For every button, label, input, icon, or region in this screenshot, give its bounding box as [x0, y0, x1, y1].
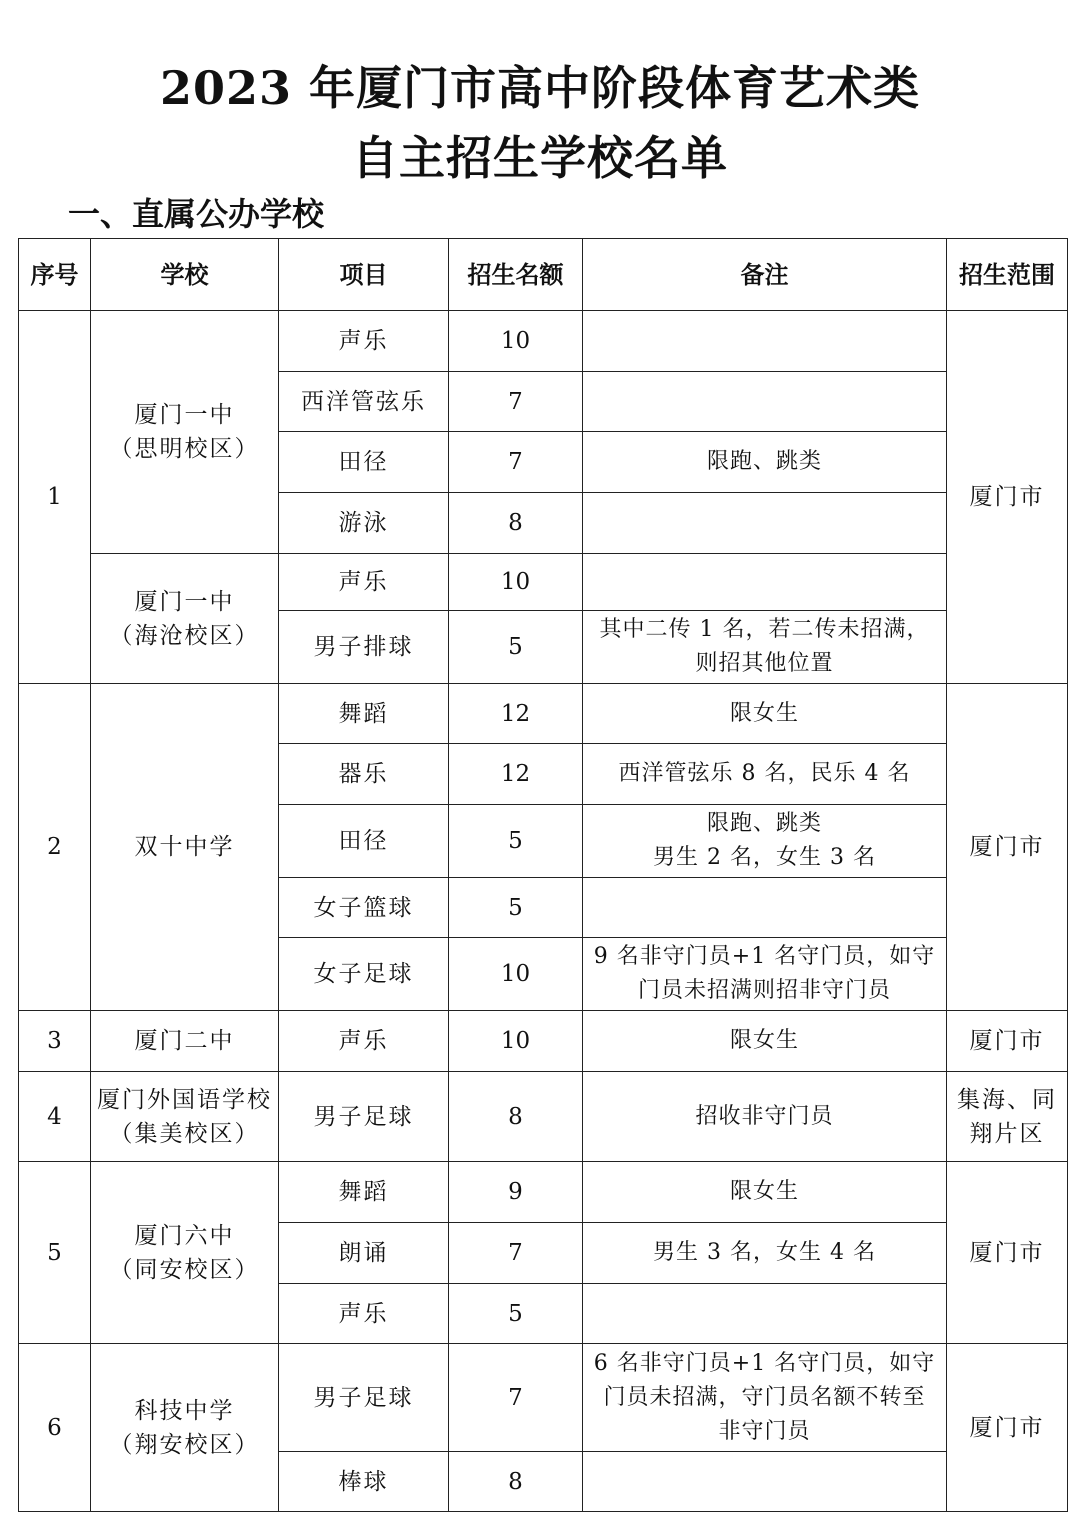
item-cell [279, 1284, 449, 1344]
item-cell-line: 男子排球 [313, 634, 414, 660]
item-cell [279, 1452, 449, 1512]
note-cell [583, 1162, 947, 1223]
note-cell-line: 限跑、跳类 [706, 811, 822, 836]
quota-cell-line: 12 [500, 700, 531, 727]
note-cell-line: 限女生 [729, 1179, 799, 1204]
school-list-table [18, 238, 1068, 1512]
table-row [19, 684, 1068, 744]
scope-cell-line: 厦门市 [969, 1028, 1045, 1054]
item-cell-line: 声乐 [338, 1300, 389, 1327]
table-row [19, 1072, 1068, 1162]
note-cell-line: 非守门员 [718, 1418, 811, 1444]
scope-cell-line: 厦门市 [969, 834, 1045, 860]
scope-cell-line: 厦门市 [969, 484, 1045, 510]
seq-cell [19, 1344, 91, 1512]
table-row [19, 554, 1068, 611]
scope-cell-line: 集海、同 [957, 1086, 1057, 1113]
note-cell [583, 432, 947, 493]
note-cell [583, 684, 947, 744]
item-cell-line: 声乐 [338, 328, 389, 354]
seq-cell-line: 2 [47, 834, 62, 860]
quota-cell-line: 10 [500, 1028, 531, 1054]
quota-cell-line: 10 [500, 961, 531, 987]
header-school: 学校 [91, 239, 279, 311]
document-title-line-1: 2023 年厦门市高中阶段体育艺术类 [159, 61, 921, 115]
scope-cell-line: 翔片区 [969, 1120, 1045, 1147]
table-row [19, 1162, 1068, 1223]
seq-cell-line: 4 [47, 1103, 62, 1130]
school-cell-line: 厦门六中 [134, 1222, 235, 1249]
note-cell-line: 其中二传 1 名，若二传未招满， [599, 617, 930, 642]
note-cell [583, 493, 947, 554]
quota-cell [449, 1223, 583, 1284]
quota-cell [449, 554, 583, 611]
school-cell-line: （同安校区） [109, 1256, 260, 1283]
section-title: 一、直属公办学校 [68, 195, 325, 233]
item-cell [279, 805, 449, 878]
item-cell [279, 554, 449, 611]
school-cell-line: （思明校区） [109, 436, 260, 462]
item-cell-line: 女子篮球 [313, 894, 414, 921]
note-cell-line: 限女生 [729, 1028, 799, 1053]
table-row [19, 1344, 1068, 1452]
school-cell [91, 311, 279, 554]
school-cell-line: （集美校区） [109, 1120, 260, 1147]
note-cell [583, 1452, 947, 1512]
note-cell [583, 744, 947, 805]
school-cell [91, 1011, 279, 1072]
item-cell-line: 棒球 [338, 1468, 389, 1495]
note-cell [583, 878, 947, 938]
header-item: 项目 [279, 239, 449, 311]
item-cell-line: 男子足球 [313, 1384, 414, 1411]
quota-cell [449, 1344, 583, 1452]
quota-cell [449, 878, 583, 938]
item-cell [279, 493, 449, 554]
note-cell [583, 554, 947, 611]
scope-cell [947, 311, 1068, 684]
quota-cell [449, 1011, 583, 1072]
school-cell [91, 554, 279, 684]
school-cell-line: 科技中学 [134, 1397, 235, 1424]
scope-cell [947, 1162, 1068, 1344]
quota-cell [449, 493, 583, 554]
note-cell [583, 1284, 947, 1344]
quota-cell-line: 5 [508, 894, 523, 921]
item-cell [279, 1223, 449, 1284]
seq-cell-line: 1 [47, 484, 62, 510]
item-cell [279, 1072, 449, 1162]
note-cell [583, 1223, 947, 1284]
quota-cell [449, 432, 583, 493]
note-cell-line: 则招其他位置 [695, 651, 834, 676]
item-cell [279, 311, 449, 372]
item-cell [279, 432, 449, 493]
quota-cell [449, 938, 583, 1011]
item-cell [279, 938, 449, 1011]
quota-cell-line: 7 [508, 1384, 523, 1411]
note-cell [583, 805, 947, 878]
quota-cell-line: 8 [508, 510, 523, 536]
scope-cell [947, 1011, 1068, 1072]
item-cell-line: 西洋管弦乐 [301, 388, 426, 415]
school-cell [91, 684, 279, 1011]
note-cell [583, 372, 947, 432]
scope-cell [947, 1344, 1068, 1512]
item-cell-line: 声乐 [338, 1028, 389, 1054]
item-cell-line: 游泳 [338, 510, 389, 536]
note-cell [583, 1072, 947, 1162]
school-cell-line: 厦门一中 [134, 402, 235, 428]
header-seq: 序号 [19, 239, 91, 311]
header-scope: 招生范围 [947, 239, 1068, 311]
note-cell-line: 门员未招满，守门员名额不转至 [603, 1384, 926, 1410]
quota-cell-line: 7 [508, 388, 523, 415]
seq-cell [19, 1072, 91, 1162]
seq-cell-line: 3 [47, 1028, 62, 1054]
header-quota: 招生名额 [449, 239, 583, 311]
note-cell-line: 门员未招满则招非守门员 [637, 978, 891, 1003]
note-cell-line: 限女生 [729, 700, 799, 726]
seq-cell [19, 1162, 91, 1344]
school-cell [91, 1344, 279, 1512]
scope-cell-line: 厦门市 [969, 1414, 1045, 1441]
note-cell [583, 1011, 947, 1072]
quota-cell [449, 1072, 583, 1162]
note-cell [583, 311, 947, 372]
school-cell-line: （海沧校区） [109, 622, 260, 649]
item-cell [279, 744, 449, 805]
quota-cell [449, 744, 583, 805]
quota-cell [449, 372, 583, 432]
quota-cell [449, 684, 583, 744]
scope-cell-line: 厦门市 [969, 1239, 1045, 1266]
item-cell [279, 1162, 449, 1223]
note-cell [583, 938, 947, 1011]
school-cell [91, 1162, 279, 1344]
school-cell-line: （翔安校区） [109, 1431, 260, 1458]
quota-cell-line: 5 [508, 1300, 523, 1327]
note-cell-line: 男生 2 名，女生 3 名 [653, 845, 876, 870]
quota-cell-line: 8 [508, 1103, 523, 1130]
quota-cell [449, 311, 583, 372]
item-cell-line: 田径 [338, 828, 389, 854]
seq-cell-line: 6 [47, 1414, 62, 1441]
item-cell-line: 器乐 [338, 761, 389, 787]
note-cell-line: 6 名非守门员+1 名守门员，如守 [593, 1350, 936, 1376]
school-cell-line: 厦门外国语学校 [97, 1086, 272, 1113]
item-cell [279, 1011, 449, 1072]
item-cell-line: 女子足球 [313, 961, 414, 987]
note-cell-line: 9 名非守门员+1 名守门员，如守 [593, 944, 936, 969]
note-cell-line: 西洋管弦乐 8 名，民乐 4 名 [618, 761, 911, 786]
scope-cell [947, 1072, 1068, 1162]
table-row [19, 1011, 1068, 1072]
seq-cell-line: 5 [47, 1239, 62, 1266]
item-cell [279, 611, 449, 684]
quota-cell-line: 7 [508, 1240, 523, 1266]
seq-cell [19, 684, 91, 1011]
item-cell-line: 朗诵 [338, 1240, 389, 1266]
quota-cell-line: 5 [508, 634, 523, 660]
quota-cell-line: 10 [500, 569, 531, 595]
note-cell-line: 招收非守门员 [695, 1103, 834, 1129]
school-cell-line: 厦门一中 [134, 588, 235, 615]
quota-cell-line: 5 [508, 828, 523, 854]
school-cell [91, 1072, 279, 1162]
note-cell [583, 611, 947, 684]
quota-cell [449, 805, 583, 878]
header-note: 备注 [583, 239, 947, 311]
quota-cell [449, 611, 583, 684]
quota-cell [449, 1162, 583, 1223]
item-cell-line: 声乐 [338, 569, 389, 595]
school-cell-line: 厦门二中 [134, 1028, 235, 1054]
quota-cell-line: 7 [508, 449, 523, 475]
seq-cell [19, 311, 91, 684]
quota-cell [449, 1452, 583, 1512]
item-cell [279, 684, 449, 744]
quota-cell-line: 9 [508, 1179, 523, 1205]
scope-cell [947, 684, 1068, 1011]
seq-cell [19, 1011, 91, 1072]
item-cell-line: 田径 [338, 449, 389, 475]
item-cell [279, 372, 449, 432]
item-cell-line: 舞蹈 [338, 700, 389, 727]
quota-cell [449, 1284, 583, 1344]
quota-cell-line: 12 [500, 761, 531, 787]
item-cell [279, 878, 449, 938]
note-cell [583, 1344, 947, 1452]
quota-cell-line: 8 [508, 1468, 523, 1495]
table-header-row [19, 239, 1068, 311]
document-title-line-2: 自主招生学校名单 [352, 131, 728, 185]
item-cell [279, 1344, 449, 1452]
note-cell-line: 男生 3 名，女生 4 名 [653, 1240, 876, 1265]
item-cell-line: 舞蹈 [338, 1179, 389, 1205]
school-cell-line: 双十中学 [134, 834, 235, 860]
note-cell-line: 限跑、跳类 [706, 449, 822, 474]
item-cell-line: 男子足球 [313, 1103, 414, 1130]
quota-cell-line: 10 [500, 328, 531, 354]
table-row [19, 311, 1068, 372]
